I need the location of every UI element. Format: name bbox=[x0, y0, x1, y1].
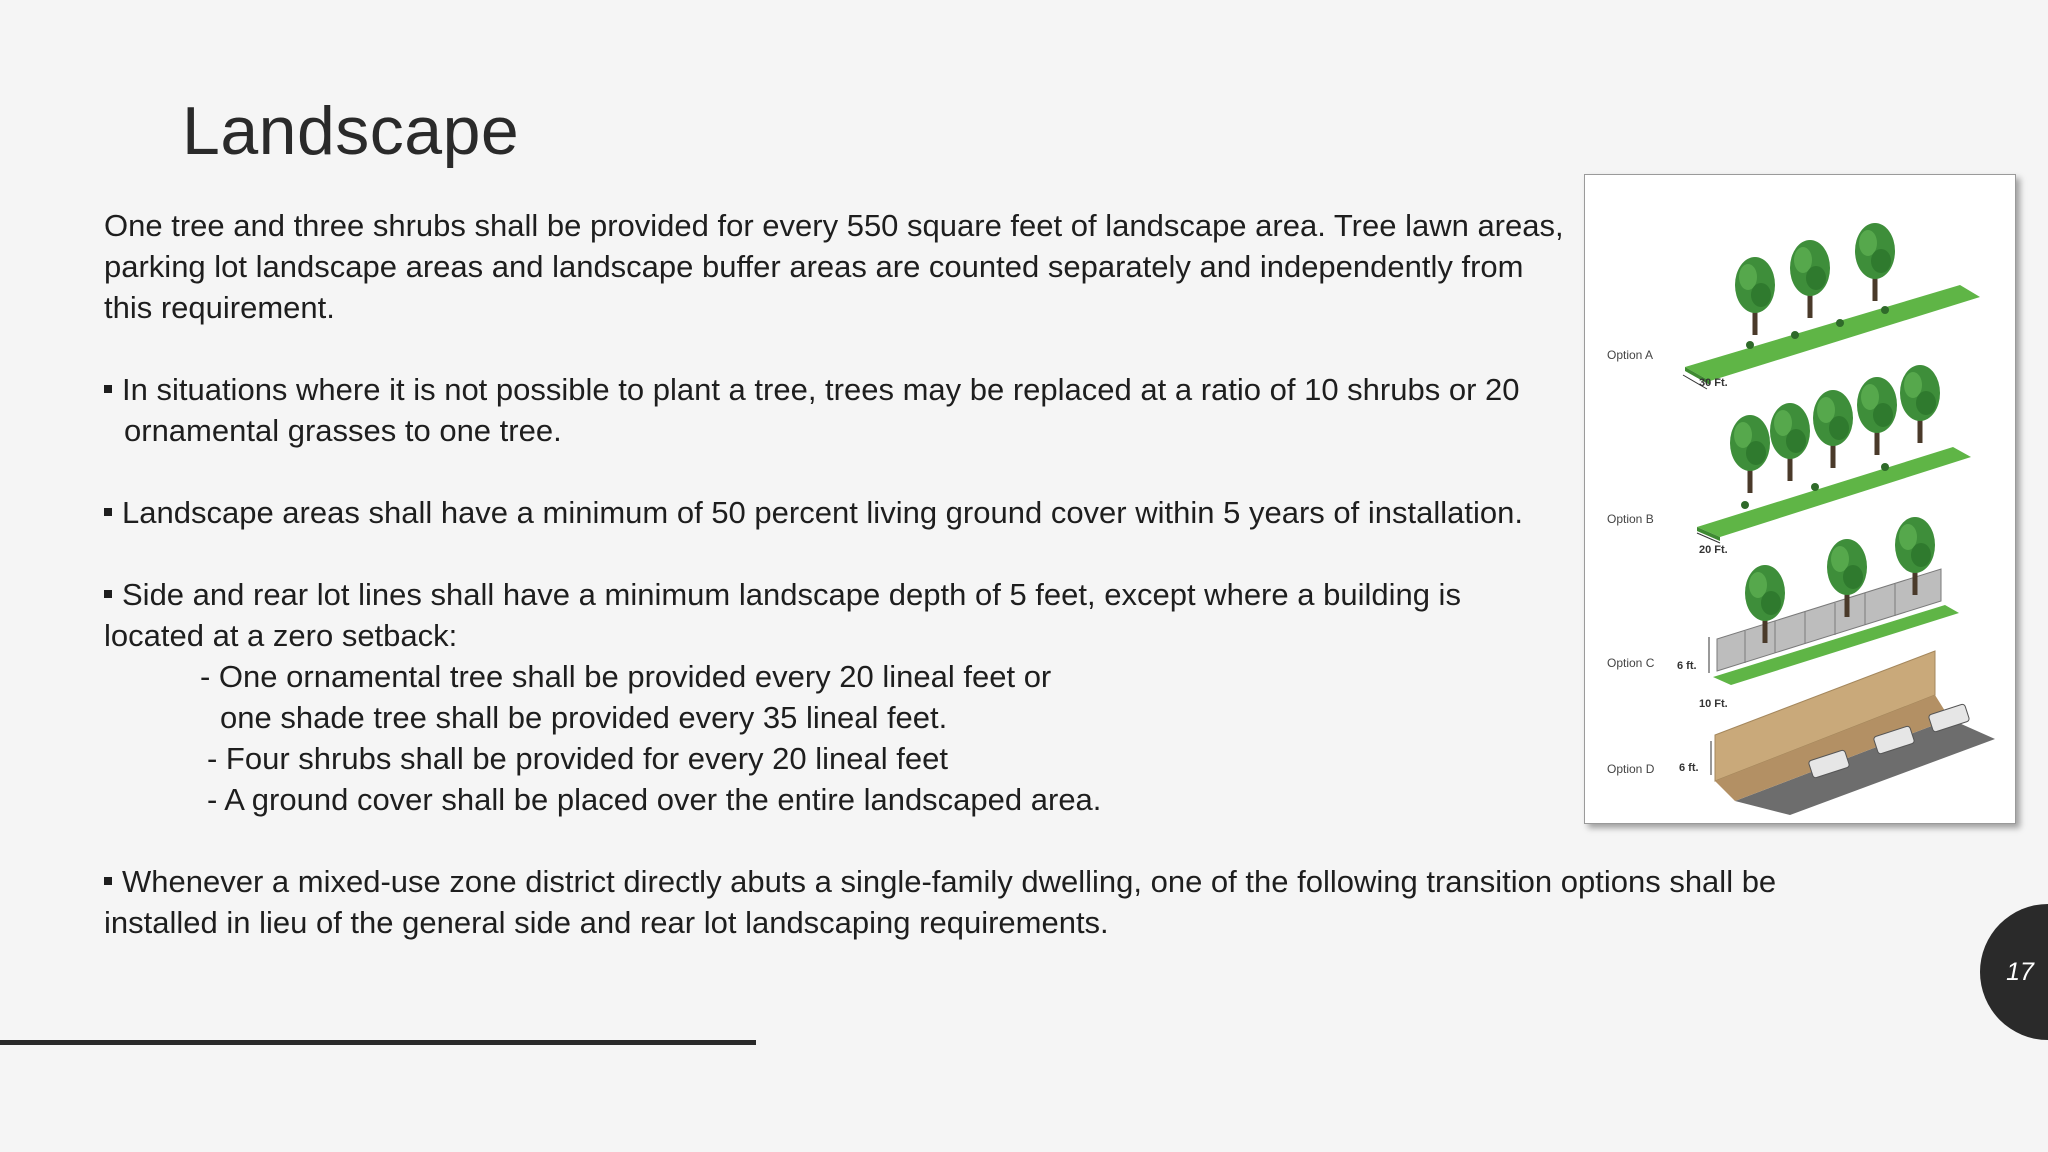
sub-item: - A ground cover shall be placed over the entire landscaped area. bbox=[207, 782, 1102, 817]
option-b-illustration bbox=[1697, 365, 1971, 543]
bottom-divider bbox=[0, 1040, 756, 1045]
width-label-b: 20 Ft. bbox=[1699, 544, 1728, 556]
height-label-d: 6 ft. bbox=[1679, 762, 1699, 774]
text-line: installed in lieu of the general side and rear lot landscaping requirements. bbox=[104, 905, 1109, 940]
bullet-square-icon bbox=[104, 385, 112, 393]
page-number: 17 bbox=[2006, 958, 2034, 986]
bullet-square-icon bbox=[104, 508, 112, 516]
option-b-label: Option B bbox=[1607, 512, 1654, 526]
width-label-c: 10 Ft. bbox=[1699, 698, 1728, 710]
text-line: parking lot landscape areas and landscape buffer areas are counted separately and independently from bbox=[104, 249, 1524, 284]
text-line: ornamental grasses to one tree. bbox=[124, 413, 562, 448]
text-line: One tree and three shrubs shall be provided for every 550 square feet of landscape area. Tree lawn areas, bbox=[104, 208, 1564, 243]
option-a-illustration bbox=[1683, 223, 1980, 389]
text-line: located at a zero setback: bbox=[104, 618, 458, 653]
bullet-item: Whenever a mixed-use zone district directly abuts a single-family dwelling, one of the following transition options shall be bbox=[104, 861, 1924, 902]
height-label-c: 6 ft. bbox=[1677, 660, 1697, 672]
landscape-options-figure bbox=[1584, 174, 2016, 824]
option-c-label: Option C bbox=[1607, 656, 1655, 670]
sub-item: one shade tree shall be provided every 35 lineal feet. bbox=[220, 700, 948, 735]
bullet-item: Landscape areas shall have a minimum of 50 percent living ground cover within 5 years of installation. bbox=[104, 492, 1924, 533]
bullet-square-icon bbox=[104, 590, 112, 598]
sub-item: - One ornamental tree shall be provided every 20 lineal feet or bbox=[200, 659, 1052, 694]
width-label-a: 30 Ft. bbox=[1699, 377, 1728, 389]
option-d-label: Option D bbox=[1607, 762, 1655, 776]
sub-item: - Four shrubs shall be provided for every 20 lineal feet bbox=[207, 741, 948, 776]
slide-title: Landscape bbox=[182, 93, 520, 169]
text-line: this requirement. bbox=[104, 290, 335, 325]
bullet-item: Side and rear lot lines shall have a minimum landscape depth of 5 feet, except where a building is bbox=[104, 574, 1924, 615]
bullet-square-icon bbox=[104, 877, 112, 885]
option-a-label: Option A bbox=[1607, 348, 1654, 362]
bullet-item: In situations where it is not possible to plant a tree, trees may be replaced at a ratio of 10 shrubs or 20 bbox=[104, 369, 1924, 410]
